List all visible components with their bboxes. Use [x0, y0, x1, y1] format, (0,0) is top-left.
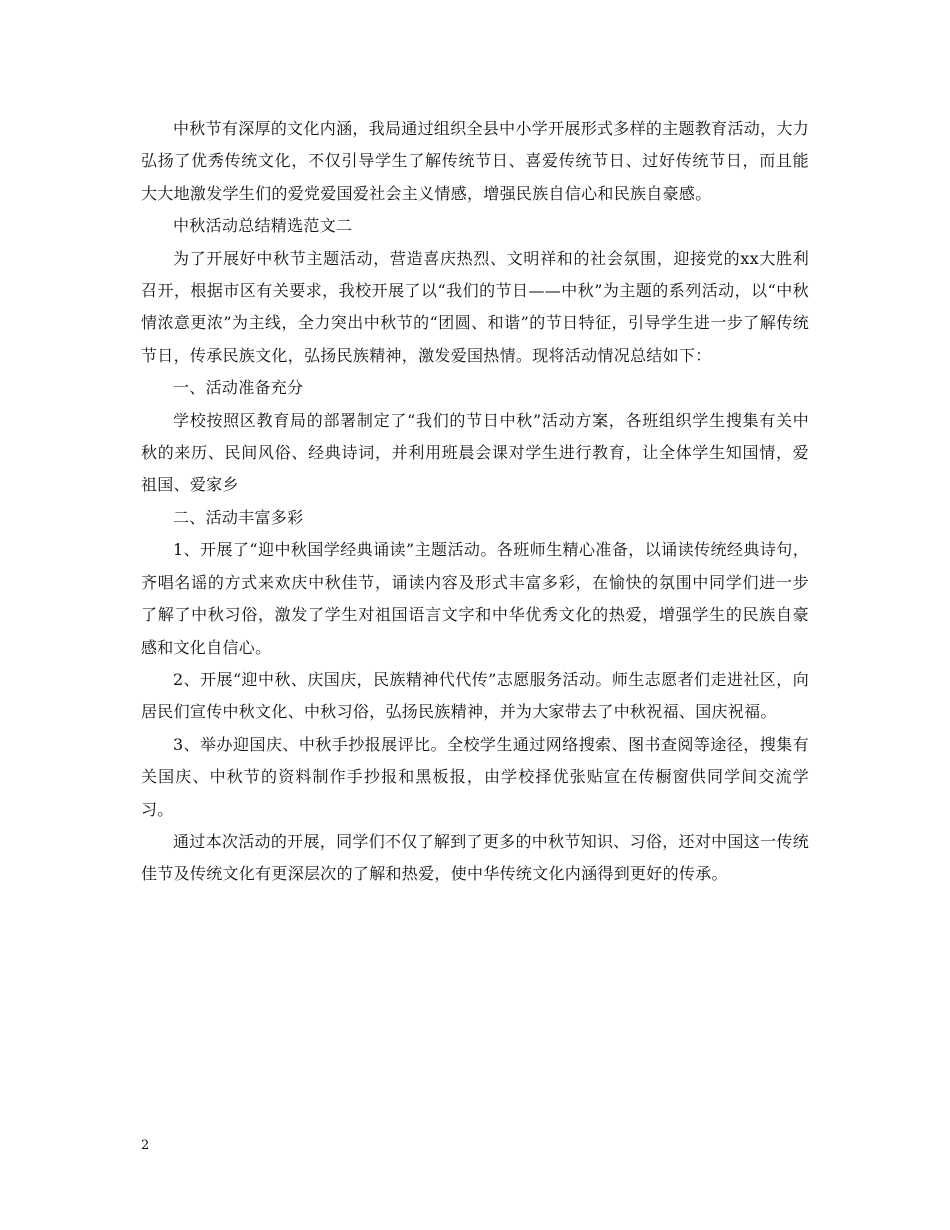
section-title-sample-two: 中秋活动总结精选范文二	[173, 216, 353, 236]
paragraph-preparation: 学校按照区教育局的部署制定了“我们的节日中秋”活动方案，各班组织学生搜集有关中秋的来历、民间风俗、经典诗词，并利用班晨会课对学生进行教育，让全体学生知国情，爱祖国、爱家乡	[141, 410, 809, 495]
heading-activities: 二、活动丰富多彩	[173, 507, 304, 527]
paragraph-activity-overview: 为了开展好中秋节主题活动，营造喜庆热烈、文明祥和的社会氛围，迎接党的xx大胜利召开，根据市区有关要求，我校开展了以“我们的节日——中秋”为主题的系列活动，以“中秋情浓意更浓”为主线，全力突出中秋节的“团圆、和谐”的节日特征，引导学生进一步了解传统节日，传承民族文化，弘扬民族精神，激发爱国热情。现将活动情况总结如下：	[141, 248, 809, 365]
paragraph-activity-2: 2、开展“迎中秋、庆国庆，民族精神代代传”志愿服务活动。师生志愿者们走进社区，向居民们宣传中秋文化、中秋习俗，弘扬民族精神，并为大家带去了中秋祝福、国庆祝福。	[141, 669, 809, 722]
document-body	[141, 113, 809, 891]
paragraph-activity-3: 3、举办迎国庆、中秋手抄报展评比。全校学生通过网络搜索、图书查阅等途径，搜集有关国庆、中秋节的资料制作手抄报和黑板报，由学校择优张贴宣在传橱窗供同学间交流学习。	[141, 734, 809, 819]
heading-preparation: 一、活动准备充分	[173, 378, 304, 398]
paragraph-conclusion: 通过本次活动的开展，同学们不仅了解到了更多的中秋节知识、习俗，还对中国这一传统佳节及传统文化有更深层次的了解和热爱，使中华传统文化内涵得到更好的传承。	[141, 831, 809, 884]
paragraph-intro-summary: 中秋节有深厚的文化内涵，我局通过组织全县中小学开展形式多样的主题教育活动，大力弘扬了优秀传统文化，不仅引导学生了解传统节日、喜爱传统节日、过好传统节日，而且能大大地激发学生们的爱党爱国爱社会主义情感，增强民族自信心和民族自豪感。	[141, 119, 809, 203]
page-number: 2	[141, 1138, 150, 1153]
paragraph-activity-1: 1、开展了“迎中秋国学经典诵读”主题活动。各班师生精心准备，以诵读传统经典诗句，齐唱名谣的方式来欢庆中秋佳节，诵读内容及形式丰富多彩，在愉快的氛围中同学们进一步了解了中秋习俗，激发了学生对祖国语言文字和中华优秀文化的热爱，增强学生的民族自豪感和文化自信心。	[141, 540, 809, 657]
